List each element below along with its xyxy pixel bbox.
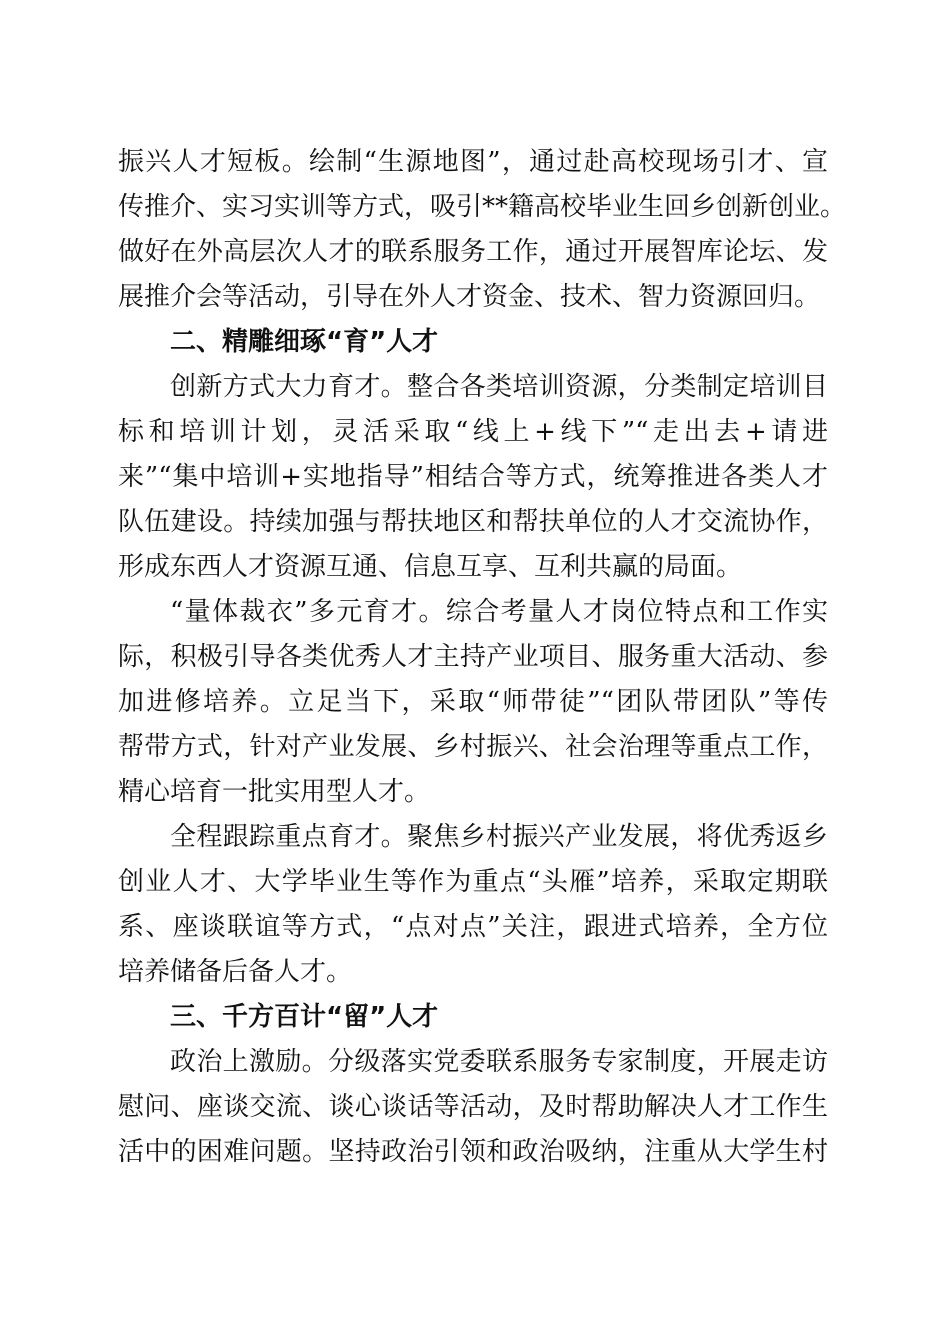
text-line: 展推介会等活动，引导在外人才资金、技术、智力资源回归。	[118, 282, 821, 312]
intro-paragraph	[118, 140, 847, 320]
text-line: “量体裁衣”多元育才。综合考量人才岗位特点和工作实	[170, 597, 828, 627]
text-line: 帮带方式，针对产业发展、乡村振兴、社会治理等重点工作，	[118, 732, 828, 762]
section-heading-3: 三、千方百计“留”人才	[170, 1002, 439, 1032]
section-heading-2: 二、精雕细琢“育”人才	[170, 327, 439, 357]
text-line: 际，积极引导各类优秀人才主持产业项目、服务重大活动、参	[118, 642, 828, 672]
text-line: 慰问、座谈交流、谈心谈话等活动，及时帮助解决人才工作生	[118, 1092, 828, 1122]
section2-paragraph-3	[118, 815, 828, 995]
text-line: 形成东西人才资源互通、信息互享、互利共赢的局面。	[118, 552, 743, 582]
text-line: 做好在外高层次人才的联系服务工作，通过开展智库论坛、发	[118, 237, 828, 267]
text-line: 标和培训计划，灵活采取“线上+线下”“走出去+请进	[118, 417, 828, 447]
text-line: 传推介、实习实训等方式，吸引**籍高校毕业生回乡创新创业。	[118, 192, 847, 222]
text-line: 政治上激励。分级落实党委联系服务专家制度，开展走访	[170, 1047, 828, 1077]
text-line: 创新方式大力育才。整合各类培训资源，分类制定培训目	[170, 372, 828, 402]
text-line: 全程跟踪重点育才。聚焦乡村振兴产业发展，将优秀返乡	[170, 822, 828, 852]
section3-paragraph-1	[118, 1040, 828, 1175]
text-line: 加进修培养。立足当下，采取“师带徒”“团队带团队”等传	[118, 687, 828, 717]
section2-paragraph-2	[118, 590, 828, 815]
text-line: 系、座谈联谊等方式，“点对点”关注，跟进式培养，全方位	[118, 912, 828, 942]
section2-paragraph-1	[118, 365, 828, 590]
text-line: 队伍建设。持续加强与帮扶地区和帮扶单位的人才交流协作，	[118, 507, 828, 537]
text-line: 创业人才、大学毕业生等作为重点“头雁”培养，采取定期联	[118, 867, 828, 897]
document-page	[118, 140, 847, 1175]
text-line: 振兴人才短板。绘制“生源地图”，通过赴高校现场引才、宣	[118, 147, 828, 177]
text-line: 精心培育一批实用型人才。	[118, 777, 431, 807]
text-line: 来”“集中培训+实地指导”相结合等方式，统筹推进各类人才	[118, 462, 828, 492]
text-line: 培养储备后备人才。	[118, 957, 353, 987]
text-line: 活中的困难问题。坚持政治引领和政治吸纳，注重从大学生村	[118, 1137, 828, 1167]
